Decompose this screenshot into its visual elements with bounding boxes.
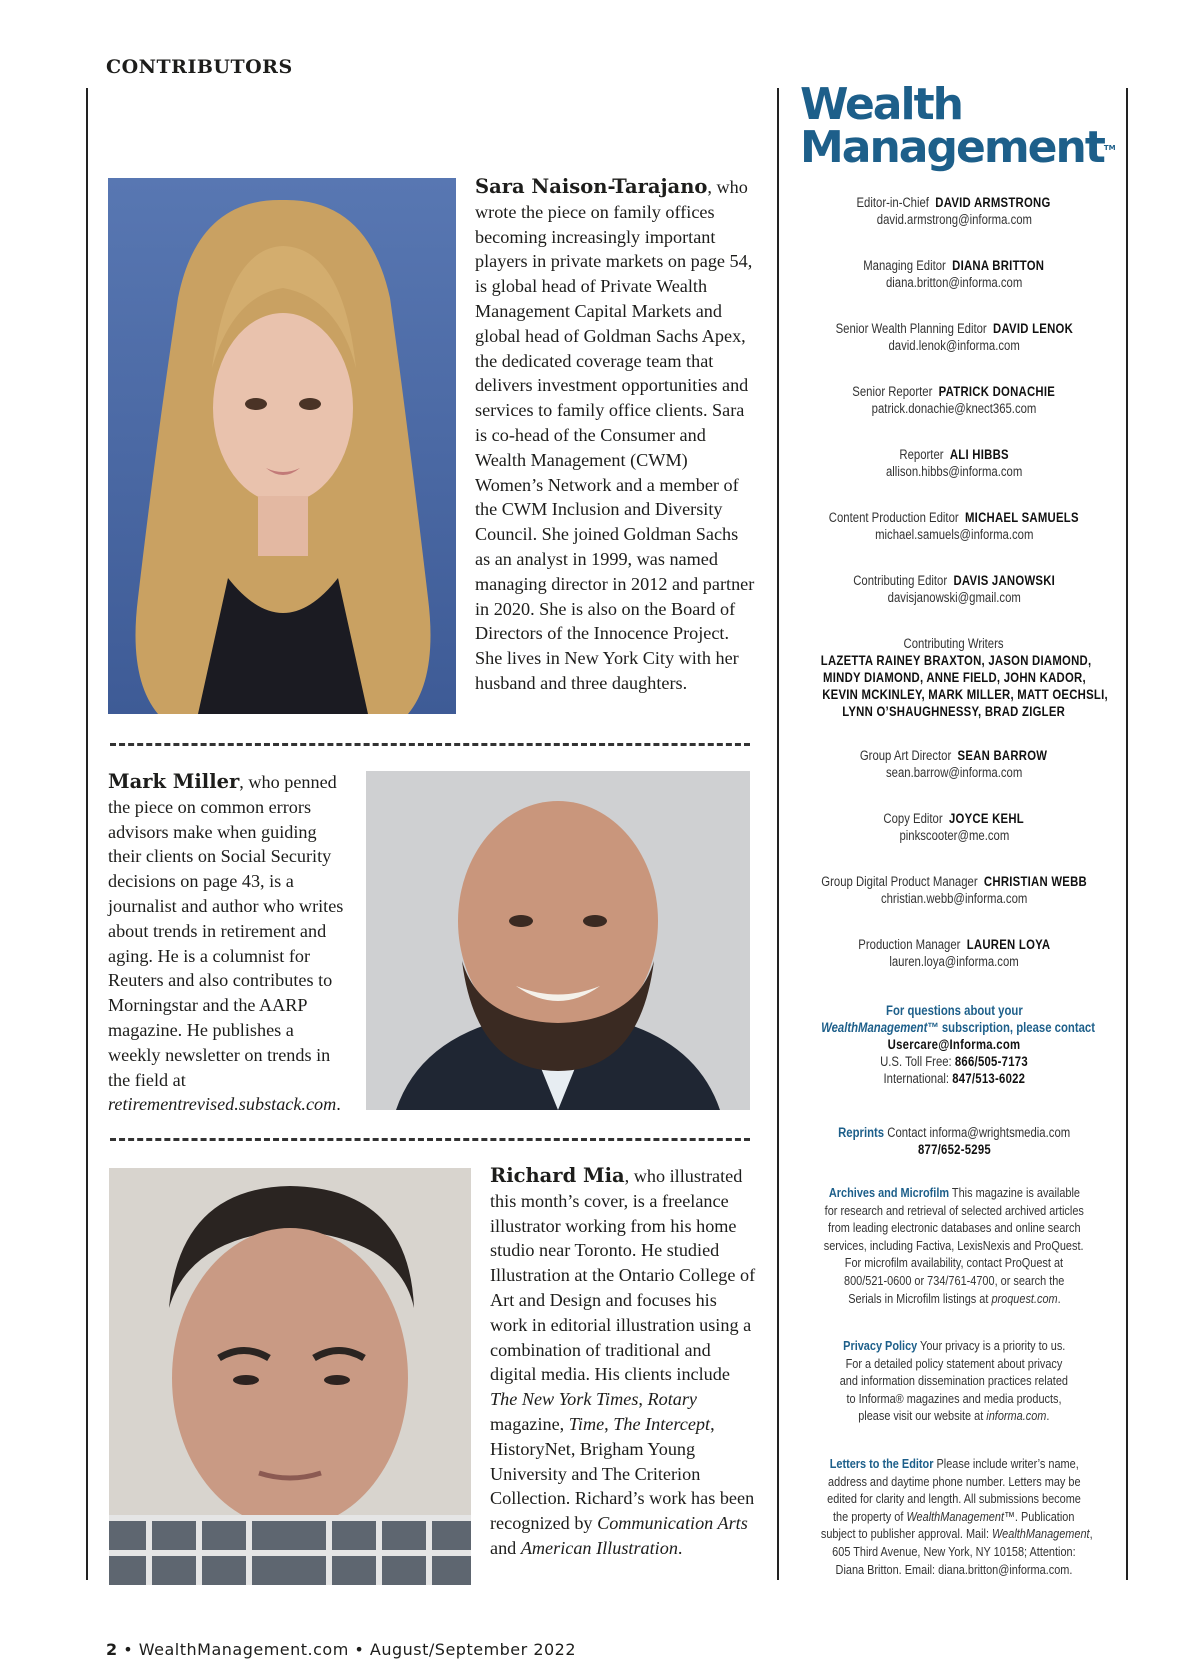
masthead-right-rule [1126, 88, 1128, 1580]
bio-text: , [638, 1389, 648, 1410]
reprints-label: Reprints [837, 1125, 884, 1140]
staff-email: sean.barrow@informa.com [885, 765, 1023, 780]
trademark-mark: TM [1103, 144, 1116, 152]
writers-line: LAZETTA RAINEY BRAXTON, JASON DIAMOND, [820, 653, 1092, 668]
staff-email: allison.hibbs@informa.com [885, 464, 1023, 479]
staff-entry [795, 747, 1113, 810]
staff-email: davisjanowski@gmail.com [887, 590, 1021, 605]
writers-line: KEVIN MCKINLEY, MARK MILLER, MATT OECHSLI, [822, 687, 1108, 702]
logo-line-1: Wealth [800, 79, 962, 130]
reprints-phone: 877/652-5295 [917, 1142, 991, 1157]
letters-line: the property of [833, 1508, 907, 1524]
archives-line: Serials in Microfilm listings at [847, 1290, 991, 1306]
writers-line: MINDY DIAMOND, ANNE FIELD, JOHN KADOR, [822, 670, 1086, 685]
staff-role: Managing Editor [863, 258, 947, 273]
staff-role: Editor-in-Chief [856, 195, 930, 210]
archives-line: for research and retrieval of selected archived articles [824, 1202, 1084, 1218]
subscription-questions [795, 1002, 1113, 1124]
brand-name: WealthManagement [821, 1020, 928, 1035]
letters-line: ™. Publication [1004, 1508, 1075, 1524]
contributing-writers [795, 635, 1113, 747]
archives-line: from leading electronic databases and online search [827, 1220, 1081, 1236]
letters-line: address and daytime phone number. Letters may be [827, 1473, 1081, 1489]
staff-role: Senior Reporter [852, 384, 933, 399]
letters-line: 605 Third Avenue, New York, NY 10158; Attention: [832, 1543, 1076, 1559]
staff-entry [795, 257, 1113, 320]
footer-site: WealthManagement.com [138, 1640, 349, 1659]
bio-text: , who illustrated this month’s cover, is a freelance illustrator working from his home studio near Toronto. He studied Illustration at the Ontario College of Art and Design and focuses his work in editorial illustration using a combination of traditional and digital media. His clients include [490, 1166, 756, 1385]
staff-name: ALI HIBBS [949, 447, 1009, 462]
privacy-line: . [1046, 1408, 1050, 1424]
reprints [795, 1124, 1113, 1184]
letters-line: Please include writer’s name, [933, 1456, 1079, 1471]
staff-entry [795, 810, 1113, 873]
contributor-name: Sara Naison-Tarajano [475, 175, 708, 198]
staff-email: michael.samuels@informa.com [874, 527, 1034, 542]
letters-to-editor [795, 1455, 1113, 1578]
award-name: Communication Arts [597, 1513, 748, 1534]
usercare-email: Usercare@Informa.com [887, 1037, 1021, 1052]
staff-role: Senior Wealth Planning Editor [835, 321, 987, 336]
questions-line: For questions about your [885, 1003, 1023, 1018]
staff-name: DAVID LENOK [992, 321, 1073, 336]
contributor-bio-mark [108, 770, 348, 1117]
contributor-bio-text: , who wrote the piece on family offices becoming increasingly important players in private markets on page 54, is global head of Private Wealth Management Capital Markets and global head of Goldman Sachs Apex, the dedicated coverage team that delivers investment opportunities and services to family office clients. Sara is co-head of the Consumer and Wealth Management (CWM) Women’s Network and a member of the CWM Inclusion and Diversity Council. She joined Goldman Sachs as an analyst in 1999, was named managing director in 2012 and partner in 2020. She is also on the Board of Directors of the Innocence Project. She lives in New York City with her husband and three daughters. [475, 177, 755, 693]
contributor-photo-mark [366, 771, 750, 1110]
archives-label: Archives and Microfilm [828, 1185, 949, 1200]
bio-end: . [677, 1537, 683, 1558]
staff-name: JOYCE KEHL [949, 811, 1025, 826]
brand-name: WealthManagement [906, 1508, 1005, 1524]
bio-text: , [604, 1413, 614, 1434]
staff-email: patrick.donachie@knect365.com [871, 401, 1037, 416]
staff-name: PATRICK DONACHIE [938, 384, 1056, 399]
staff-role: Contributing Writers [903, 636, 1004, 651]
client-name: The New York Times [490, 1389, 639, 1410]
bio-text: , HistoryNet, Brigham Young University and The Criterion Collection. Richard’s work has been recognized by [490, 1413, 755, 1534]
staff-entry [795, 446, 1113, 509]
bio-text: magazine, [490, 1413, 569, 1434]
footer-separator: • [348, 1640, 370, 1659]
privacy-line: For a detailed policy statement about privacy [845, 1355, 1063, 1371]
staff-role: Contributing Editor [853, 573, 947, 588]
staff-email: lauren.loya@informa.com [889, 954, 1019, 969]
letters-line: edited for clarity and length. All submissions become [827, 1491, 1081, 1507]
staff-name: DAVID ARMSTRONG [935, 195, 1052, 210]
staff-email: diana.britton@informa.com [885, 275, 1023, 290]
bio-text: and [490, 1537, 521, 1558]
letters-line: Diana Britton. Email: diana.britton@informa.com. [835, 1561, 1073, 1577]
privacy-line: please visit our website at [858, 1408, 987, 1424]
phone-label: International: [883, 1071, 952, 1086]
staff-entry [795, 873, 1113, 936]
masthead-left-rule [777, 88, 779, 1580]
staff-name: LAUREN LOYA [966, 937, 1051, 952]
staff-role: Copy Editor [883, 811, 943, 826]
archives-line: 800/521-0600 or 734/761-4700, or search the [843, 1272, 1065, 1288]
tollfree-phone: 866/505-7173 [954, 1054, 1028, 1069]
archives-line: For microfilm availability, contact ProQuest at [844, 1255, 1064, 1271]
staff-name: CHRISTIAN WEBB [983, 874, 1087, 889]
staff-role: Group Digital Product Manager [821, 874, 978, 889]
proquest-link: proquest.com [990, 1290, 1058, 1306]
letters-label: Letters to the Editor [829, 1456, 934, 1471]
staff-email: christian.webb@informa.com [880, 891, 1028, 906]
privacy-line: Your privacy is a priority to us. [916, 1338, 1066, 1353]
contributor-bio-text: , who penned the piece on common errors advisors make when guiding their clients on Social Security decisions on page 43, is a journalist and author who writes about trends in retirement and aging. He is a columnist for Reuters and also contributes to Morningstar and the AARP magazine. He publishes a weekly newsletter on trends in the field at [108, 772, 344, 1090]
trademark-mark: ™ [927, 1020, 939, 1035]
privacy-line: and information dissemination practices related [839, 1373, 1069, 1389]
staff-role: Content Production Editor [828, 510, 959, 525]
left-column-rule [86, 88, 88, 1580]
logo-line-2: Management [800, 122, 1104, 173]
staff-email: david.lenok@informa.com [888, 338, 1020, 353]
contributor-bio-richard [490, 1164, 756, 1561]
reprints-text: Contact informa@wrightsmedia.com [883, 1125, 1071, 1140]
contributor-name: Mark Miller [108, 770, 240, 793]
staff-list [795, 194, 1113, 1578]
archives-microfilm [795, 1184, 1113, 1337]
staff-role: Group Art Director [860, 748, 952, 763]
phone-label: U.S. Toll Free: [880, 1054, 955, 1069]
privacy-policy [795, 1337, 1113, 1455]
client-name: Time [568, 1413, 605, 1434]
staff-name: SEAN BARROW [957, 748, 1048, 763]
brand-name: WealthManagement [992, 1526, 1090, 1542]
archives-line: services, including Factiva, LexisNexis and ProQuest. [824, 1237, 1084, 1253]
letters-line: subject to publisher approval. Mail: [820, 1526, 993, 1542]
portrait-illustration [108, 178, 456, 714]
staff-name: DAVIS JANOWSKI [953, 573, 1055, 588]
contributor-bio-sara [475, 175, 757, 696]
staff-name: DIANA BRITTON [952, 258, 1045, 273]
staff-entry [795, 194, 1113, 257]
staff-entry [795, 320, 1113, 383]
questions-line: subscription, please contact [938, 1020, 1095, 1035]
staff-entry [795, 936, 1113, 999]
staff-entry [795, 572, 1113, 635]
award-name: American Illustration [520, 1537, 678, 1558]
portrait-illustration [109, 1168, 471, 1585]
footer-separator: • [117, 1640, 139, 1659]
client-name: The Intercept [613, 1413, 711, 1434]
contributor-name: Richard Mia [490, 1164, 625, 1187]
page-footer [106, 1640, 576, 1659]
letters-line: , [1089, 1526, 1093, 1542]
informa-link: informa.com [986, 1408, 1047, 1424]
contributor-photo-sara [108, 178, 456, 714]
intl-phone: 847/513-6022 [951, 1071, 1025, 1086]
newsletter-url: retirementrevised.substack.com [108, 1094, 337, 1115]
page-number: 2 [106, 1640, 118, 1659]
contributor-photo-richard [109, 1168, 471, 1585]
privacy-line: to Informa® magazines and media products, [846, 1390, 1062, 1406]
staff-email: pinkscooter@me.com [899, 828, 1009, 843]
staff-role: Production Manager [857, 937, 961, 952]
masthead-logo [800, 79, 1116, 173]
section-label: CONTRIBUTORS [106, 56, 293, 78]
archives-line: . [1057, 1290, 1061, 1306]
writers-line: LYNN O’SHAUGHNESSY, BRAD ZIGLER [842, 704, 1066, 719]
privacy-label: Privacy Policy [842, 1338, 917, 1353]
client-name: Rotary [647, 1389, 698, 1410]
staff-email: david.armstrong@informa.com [876, 212, 1032, 227]
portrait-illustration [366, 771, 750, 1110]
bio-end: . [336, 1094, 341, 1115]
staff-entry [795, 509, 1113, 572]
staff-entry [795, 383, 1113, 446]
staff-name: MICHAEL SAMUELS [965, 510, 1080, 525]
staff-role: Reporter [899, 447, 944, 462]
footer-issue: August/September 2022 [369, 1640, 577, 1659]
divider [110, 1138, 750, 1141]
divider [110, 743, 750, 746]
archives-line: This magazine is available [948, 1185, 1080, 1200]
